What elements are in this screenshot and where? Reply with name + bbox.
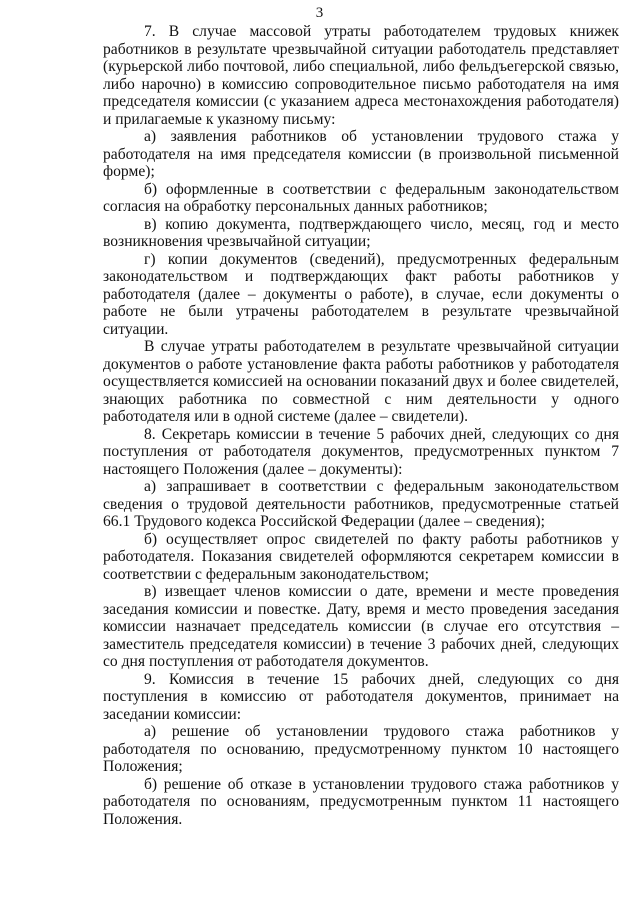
paragraph-7-intro: 7. В случае массовой утраты работодателем трудовых книжек работников в результате чрезвычайной ситуации работодатель представляет (курьерской либо почтовой, либо специальной, либо фельдъегерской связью, либо нарочно) в комиссию сопроводительное письмо работодателя на имя председателя комиссии (с указанием адреса местонахождения работодателя) и прилагаемые к указному письму:: [103, 23, 619, 128]
paragraph-8-item-v: в) извещает членов комиссии о дате, времени и месте проведения заседания комиссии и повестке. Дату, время и место проведения заседания комиссии назначает председатель комиссии (в случае его отсутствия – заместитель председателя комиссии) в течение 3 рабочих дней, следующих со дня поступления от работодателя документов.: [103, 583, 619, 670]
paragraph-8-item-b: б) осуществляет опрос свидетелей по факту работы работников у работодателя. Показания свидетелей оформляются секретарем комиссии в соответствии с федеральным законодательством;: [103, 530, 619, 583]
document-body: [103, 23, 619, 828]
paragraph-7-item-g: г) копии документов (сведений), предусмотренных федеральным законодательством и подтверждающих факт работы работников у работодателя (далее – документы о работе), в случае, если документы о работе не были утрачены работодателем в результате чрезвычайной ситуации.: [103, 250, 619, 338]
page-number: 3: [315, 5, 324, 21]
paragraph-7-item-v: в) копию документа, подтверждающего число, месяц, год и место возникновения чрезвычайной ситуации;: [103, 215, 619, 250]
paragraph-9-intro: 9. Комиссия в течение 15 рабочих дней, следующих со дня поступления в комиссию от работодателя документов, принимает на заседании комиссии:: [103, 670, 619, 723]
paragraph-7-item-a: а) заявления работников об установлении трудового стажа у работодателя на имя председателя комиссии (в произвольной письменной форме);: [103, 128, 619, 180]
paragraph-7-witnesses: В случае утраты работодателем в результате чрезвычайной ситуации документов о работе установление факта работы работников у работодателя осуществляется комиссией на основании показаний двух и более свидетелей, знающих работника по совместной с ним деятельности у одного работодателя или в одной системе (далее – свидетели).: [103, 338, 619, 425]
paragraph-7-item-b: б) оформленные в соответствии с федеральным законодательством согласия на обработку персональных данных работников;: [103, 180, 619, 215]
paragraph-8-item-a: а) запрашивает в соответствии с федеральным законодательством сведения о трудовой деятельности работников, предусмотренные статьей 66.1 Трудового кодекса Российской Федерации (далее – сведения);: [103, 478, 619, 530]
paragraph-9-item-a: а) решение об установлении трудового стажа работников у работодателя по основанию, предусмотренному пунктом 10 настоящего Положения;: [103, 723, 619, 775]
paragraph-8-intro: 8. Секретарь комиссии в течение 5 рабочих дней, следующих со дня поступления от работодателя документов, предусмотренных пунктом 7 настоящего Положения (далее – документы):: [103, 425, 619, 478]
paragraph-9-item-b: б) решение об отказе в установлении трудового стажа работников у работодателя по основаниям, предусмотренным пунктом 11 настоящего Положения.: [103, 775, 619, 828]
